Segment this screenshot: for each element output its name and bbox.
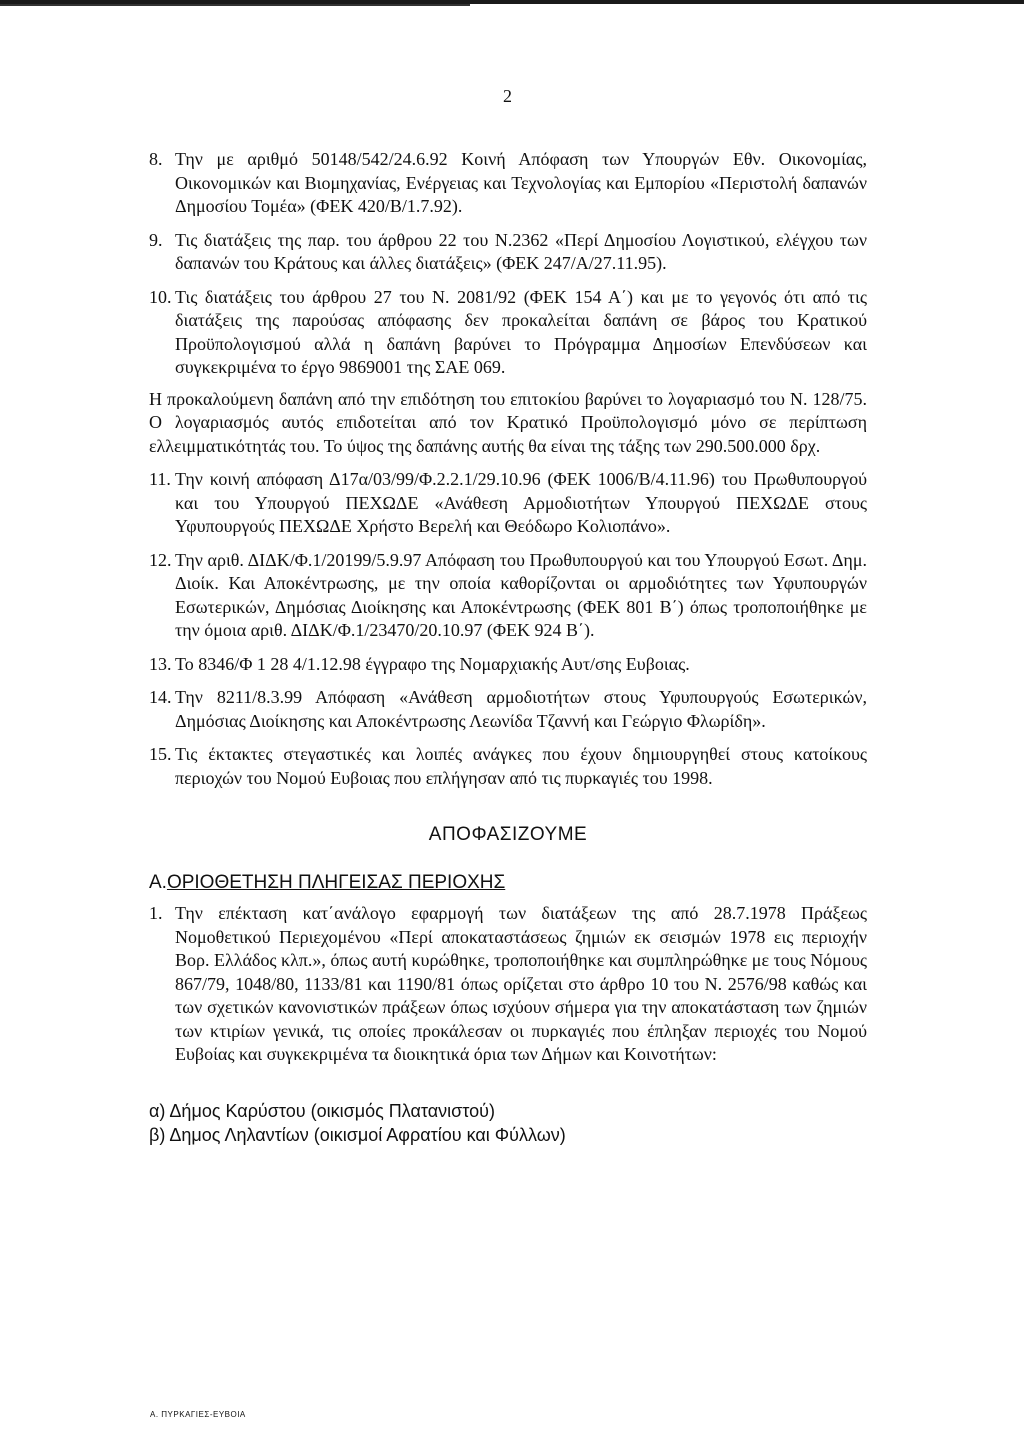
paragraph: Η προκαλούμενη δαπάνη από την επιδότηση του επιτοκίου βαρύνει το λογαριασμό του Ν. 128/75. Ο λογαριασμός αυτός επιδοτείται από τον Κρατικό Προϋπολογισμό μόνο σε περίπτωση ελλειμματικότητάς του. Το ύψος της δαπάνης αυτής θα είναι της τάξης των 290.500.000 δρχ.	[149, 388, 867, 456]
list-item	[149, 902, 867, 1067]
list-item	[149, 286, 867, 380]
section-prefix: Α.	[149, 872, 167, 893]
item-text: Τις έκτακτες στεγαστικές και λοιπές ανάγκες που έχουν δημιουργηθεί στους κατοίκους περιοχών του Νομού Ευβοιας που επλήγησαν από τις πυρκαγιές του 1998.	[175, 744, 867, 788]
list-item	[149, 743, 867, 790]
top-scan-line	[0, 4, 470, 6]
municipality-list	[149, 1099, 867, 1147]
list-item	[149, 468, 867, 539]
item-number: 10.	[149, 286, 172, 307]
item-text: Τις διατάξεις της παρ. του άρθρου 22 του Ν.2362 «Περί Δημοσίου Λογιστικού, ελέγχου των δαπανών του Κράτους και άλλες διατάξεις» (ΦΕΚ 247/Α/27.11.95).	[175, 229, 867, 273]
item-text: Την 8211/8.3.99 Απόφαση «Ανάθεση αρμοδιοτήτων στους Υφυπουργούς Εσωτερικών, Δημόσιας Διοίκησης και Αποκέντρωσης Λεωνίδα Τζαννή και Γεώργιο Φλωρίδη».	[175, 687, 867, 731]
item-number: 14.	[149, 687, 172, 707]
item-number: 12.	[149, 549, 172, 570]
footer-reference: Α. ΠΥΡΚΑΓΙΕΣ-ΕΥΒΟΙΑ	[150, 1410, 246, 1419]
item-text: Την με αριθμό 50148/542/24.6.92 Κοινή Απόφαση των Υπουργών Εθν. Οικονομίας, Οικονομικών και Βιομηχανίας, Ενέργειας και Τεχνολογίας και Εμπορίου «Περιστολή δαπανών Δημοσίου Τομέα» (ΦΕΚ 420/Β/1.7.92).	[175, 149, 867, 216]
list-item	[149, 653, 867, 677]
item-text: Την αριθ. ΔΙΔΚ/Φ.1/20199/5.9.97 Απόφαση του Πρωθυπουργού και του Υπουργού Εσωτ. Δημ. Διοίκ. Και Αποκέντρωσης, με την οποία καθορίζονται οι αρμοδιότητες των Υφυπουργών Εσωτερικών, Δημόσιας Διοίκησης και Αποκέντρωσης (ΦΕΚ 801 Β΄) όπως τροποποιήθηκε με την όμοια αριθ. ΔΙΔΚ/Φ.1/23470/20.10.97 (ΦΕΚ 924 Β΄).	[175, 549, 867, 640]
document-body	[149, 148, 867, 1147]
list-item	[149, 148, 867, 219]
list-item: β) Δημος Ληλαντίων (οικισμοί Αφρατίου και Φύλλων)	[149, 1124, 566, 1145]
item-text: Το 8346/Φ 1 28 4/1.12.98 έγγραφο της Νομαρχιακής Αυτ/σης Ευβοιας.	[175, 653, 690, 674]
list-item	[149, 549, 867, 643]
item-text: Την επέκταση κατ΄ανάλογο εφαρμογή των διατάξεων της από 28.7.1978 Πράξεως Νομοθετικού Περιεχομένου «Περί αποκαταστάσεως ζημιών εκ σεισμών 1978 εις περιοχήν Βορ. Ελλάδος κλπ.», όπως αυτή κυρώθηκε, τροποποιήθηκε και συμπληρώθηκε με τους Νόμους 867/79, 1048/80, 1133/81 και 1190/81 όπως ορίζεται στο άρθρο 10 του Ν. 2576/98 καθώς και των σχετικών κανονιστικών πράξεων όπως ισχύουν σήμερα για την αποκατάσταση των ζημιών των κτιρίων γενικά, τις οποίες προκάλεσαν οι πυρκαγιές που έπληξαν περιοχές του Νομού Ευβοίας και συγκεκριμένα τα διοικητικά όρια των Δήμων και Κοινοτήτων:	[175, 903, 867, 1064]
page-number: 2	[503, 86, 512, 106]
list-item: α) Δήμος Καρύστου (οικισμός Πλατανιστού)	[149, 1100, 495, 1121]
item-text: Τις διατάξεις του άρθρου 27 του Ν. 2081/92 (ΦΕΚ 154 Α΄) και με το γεγονός ότι από τις διατάξεις της παρούσας απόφασης δεν προκαλείται δαπάνη σε βάρος του Κρατικού Προϋπολογισμού αλλά η δαπάνη βαρύνει το Πρόγραμμα Δημοσίων Επενδύσεων και συγκεκριμένα το έργο 9869001 της ΣΑΕ 069.	[175, 286, 867, 377]
item-number: 11.	[149, 469, 171, 489]
item-number: 8.	[149, 149, 163, 169]
item-number: 15.	[149, 744, 172, 764]
list-item	[149, 229, 867, 276]
section-title: ΟΡΙΟΘΕΤΗΣΗ ΠΛΗΓΕΙΣΑΣ ΠΕΡΙΟΧΗΣ	[166, 872, 506, 893]
decision-heading: ΑΠΟΦΑΣΙΖΟΥΜΕ	[428, 824, 588, 845]
item-text: Την κοινή απόφαση Δ17α/03/99/Φ.2.2.1/29.10.96 (ΦΕΚ 1006/Β/4.11.96) του Πρωθυπουργού και του Υπουργού ΠΕΧΩΔΕ «Ανάθεση Αρμοδιοτήτων Υπουργού ΠΕΧΩΔΕ στους Υφυπουργούς ΠΕΧΩΔΕ Χρήστο Βερελή και Θεόδωρο Κολιοπάνο».	[175, 469, 867, 536]
item-number: 9.	[149, 229, 163, 250]
item-number: 13.	[149, 653, 172, 674]
section-heading	[149, 872, 867, 894]
list-item	[149, 686, 867, 733]
item-number: 1.	[149, 903, 163, 923]
